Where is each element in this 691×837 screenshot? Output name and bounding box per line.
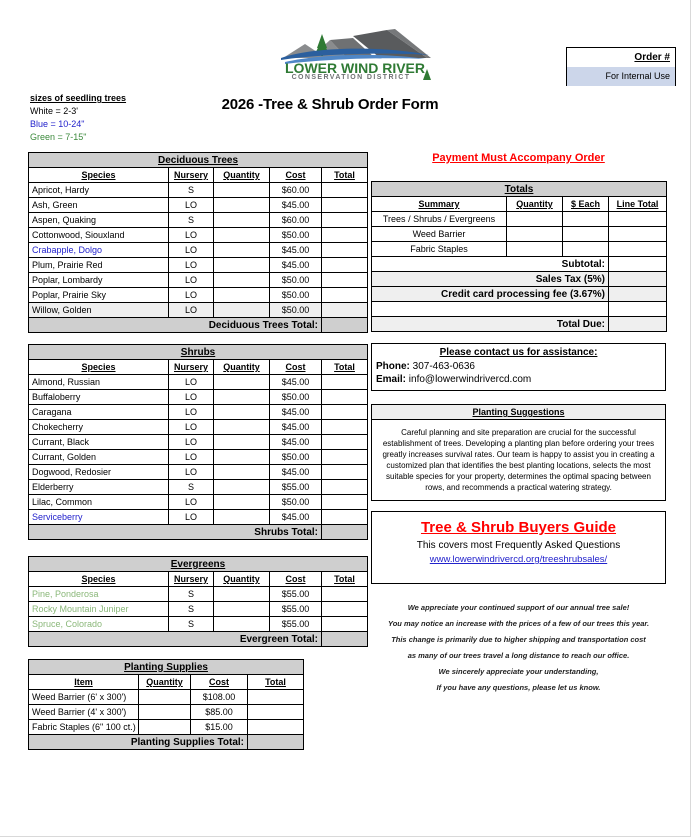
species-cell: Plum, Prairie Red bbox=[29, 258, 169, 273]
closing-message bbox=[371, 600, 666, 696]
table-row[interactable] bbox=[29, 228, 368, 243]
contact-box bbox=[371, 343, 666, 391]
deciduous-col-0: Species bbox=[29, 168, 169, 183]
species-cell: Poplar, Prairie Sky bbox=[29, 288, 169, 303]
total-cell[interactable] bbox=[322, 390, 368, 405]
table-row[interactable] bbox=[29, 465, 368, 480]
legend-green: Green = 7-15" bbox=[30, 132, 87, 142]
species-cell: Chokecherry bbox=[29, 420, 169, 435]
evergreens-body bbox=[29, 557, 368, 647]
quantity-cell[interactable] bbox=[214, 213, 270, 228]
totals-col-1: Quantity bbox=[507, 197, 563, 212]
totals-band-label: Totals bbox=[372, 182, 667, 197]
cost-cell: $45.00 bbox=[270, 405, 322, 420]
totals-col-0: Summary bbox=[372, 197, 507, 212]
total-cell[interactable] bbox=[322, 243, 368, 258]
cost-cell: $60.00 bbox=[270, 213, 322, 228]
table-row[interactable] bbox=[29, 198, 368, 213]
shrubs-header-row bbox=[29, 360, 368, 375]
species-cell: Lilac, Common bbox=[29, 495, 169, 510]
supplies-total-value[interactable] bbox=[248, 735, 304, 750]
table-row[interactable] bbox=[29, 480, 368, 495]
legend-white: White = 2-3' bbox=[30, 106, 78, 116]
supplies-total-label: Planting Supplies Total: bbox=[29, 735, 248, 750]
deciduous-band-label: Deciduous Trees bbox=[29, 153, 368, 168]
total-cell[interactable] bbox=[322, 258, 368, 273]
contact-title: Please contact us for assistance: bbox=[439, 347, 598, 358]
deciduous-total-value[interactable] bbox=[322, 318, 368, 333]
evergreens-header-row bbox=[29, 572, 368, 587]
item-cell: Weed Barrier (4' x 300') bbox=[29, 705, 139, 720]
total-cell[interactable] bbox=[322, 405, 368, 420]
internal-use-note: For Internal Use bbox=[567, 67, 675, 86]
email-value[interactable]: info@lowerwindrivercd.com bbox=[408, 374, 532, 385]
table-row[interactable] bbox=[29, 587, 368, 602]
table-row[interactable] bbox=[29, 705, 304, 720]
summary-label bbox=[372, 302, 609, 317]
supplies-band-label: Planting Supplies bbox=[29, 660, 304, 675]
seedling-size-legend bbox=[30, 92, 126, 144]
item-cell: Fabric Staples (6" 100 ct.) bbox=[29, 720, 139, 735]
supplies-band-row bbox=[29, 660, 304, 675]
shrubs-col-1: Nursery bbox=[169, 360, 214, 375]
contact-phone-line bbox=[376, 360, 661, 373]
planting-suggestions-body: Careful planning and site preparation are crucial for the successful establishment of trees. Developing a planting plan before ordering your trees greatly increases survival rates. Our team is happy to assist you in creating a customized plan that identifies the best planting locations, selects the most suitable species for your property, determines the optimal spacing between rows, and recommends a practical watering strategy. bbox=[382, 428, 655, 492]
quantity-cell[interactable] bbox=[507, 212, 563, 227]
species-cell: Cottonwood, Siouxland bbox=[29, 228, 169, 243]
summary-value[interactable] bbox=[609, 287, 667, 302]
table-row[interactable] bbox=[29, 375, 368, 390]
nursery-cell: LO bbox=[169, 303, 214, 318]
total-cell[interactable] bbox=[322, 273, 368, 288]
table-row[interactable] bbox=[29, 213, 368, 228]
evergreens-total-row bbox=[29, 632, 368, 647]
summary-row bbox=[372, 272, 667, 287]
quantity-cell[interactable] bbox=[214, 495, 270, 510]
shrubs-body bbox=[29, 345, 368, 540]
total-cell[interactable] bbox=[322, 228, 368, 243]
logo-org-subtitle: CONSERVATION DISTRICT bbox=[291, 74, 411, 80]
cost-cell: $55.00 bbox=[270, 587, 322, 602]
cost-cell: $45.00 bbox=[270, 465, 322, 480]
deciduous-header-row bbox=[29, 168, 368, 183]
legend-title: sizes of seedling trees bbox=[30, 93, 127, 103]
species-cell: Poplar, Lombardy bbox=[29, 273, 169, 288]
table-row[interactable] bbox=[29, 510, 368, 525]
totals-band-row bbox=[372, 182, 667, 197]
cost-cell: $50.00 bbox=[270, 450, 322, 465]
table-row[interactable] bbox=[29, 617, 368, 632]
logo-org-name: LOWER WIND RIVER bbox=[285, 60, 425, 76]
evergreens-col-1: Nursery bbox=[169, 572, 214, 587]
evergreens-band-label: Evergreens bbox=[29, 557, 368, 572]
nursery-cell: LO bbox=[169, 273, 214, 288]
totals-header-row bbox=[372, 197, 667, 212]
buyers-guide-box bbox=[371, 511, 666, 584]
table-row[interactable] bbox=[29, 258, 368, 273]
cost-cell: $50.00 bbox=[270, 390, 322, 405]
deciduous-band-row bbox=[29, 153, 368, 168]
table-row[interactable] bbox=[29, 183, 368, 198]
quantity-cell[interactable] bbox=[214, 420, 270, 435]
nursery-cell: LO bbox=[169, 420, 214, 435]
table-row[interactable] bbox=[29, 495, 368, 510]
shrubs-band-row bbox=[29, 345, 368, 360]
species-cell: Apricot, Hardy bbox=[29, 183, 169, 198]
item-cell: Weed Barrier (6' x 300') bbox=[29, 690, 139, 705]
quantity-cell[interactable] bbox=[214, 273, 270, 288]
nursery-cell: S bbox=[169, 617, 214, 632]
quantity-cell[interactable] bbox=[214, 243, 270, 258]
evergreens-col-0: Species bbox=[29, 572, 169, 587]
cost-cell: $50.00 bbox=[270, 228, 322, 243]
nursery-cell: LO bbox=[169, 510, 214, 525]
order-number-label: Order # bbox=[634, 52, 670, 63]
cost-cell: $55.00 bbox=[270, 480, 322, 495]
summary-value[interactable] bbox=[609, 302, 667, 317]
cost-cell: $55.00 bbox=[270, 617, 322, 632]
line-total-cell[interactable] bbox=[609, 227, 667, 242]
payment-notice: Payment Must Accompany Order bbox=[432, 152, 605, 164]
nursery-cell: LO bbox=[169, 243, 214, 258]
supplies-col-0: Item bbox=[29, 675, 139, 690]
evergreens-band-row bbox=[29, 557, 368, 572]
buyers-guide-subtitle: This covers most Frequently Asked Questions bbox=[416, 540, 621, 551]
cost-cell: $45.00 bbox=[270, 510, 322, 525]
planting-suggestions-title: Planting Suggestions bbox=[372, 405, 665, 420]
closing-line-3: This change is primarily due to higher shipping and transportation cost bbox=[391, 635, 646, 644]
total-cell[interactable] bbox=[248, 705, 304, 720]
cost-cell: $45.00 bbox=[270, 198, 322, 213]
nursery-cell: S bbox=[169, 183, 214, 198]
quantity-cell[interactable] bbox=[214, 288, 270, 303]
summary-row bbox=[372, 287, 667, 302]
evergreens-col-4: Total bbox=[322, 572, 368, 587]
table-row[interactable] bbox=[29, 602, 368, 617]
quantity-cell[interactable] bbox=[214, 465, 270, 480]
closing-line-4: as many of our trees travel a long distance to reach our office. bbox=[407, 651, 630, 660]
phone-label: Phone: bbox=[376, 361, 410, 372]
buyers-guide-link[interactable]: www.lowerwindrivercd.org/treeshrubsales/ bbox=[429, 554, 608, 565]
supplies-total-row bbox=[29, 735, 304, 750]
closing-line-6: If you have any questions, please let us know. bbox=[436, 683, 601, 692]
supplies-body bbox=[29, 660, 304, 750]
summary-row bbox=[372, 317, 667, 332]
cost-cell: $45.00 bbox=[270, 258, 322, 273]
summary-label: Total Due: bbox=[372, 317, 609, 332]
table-row[interactable] bbox=[372, 212, 667, 227]
quantity-cell[interactable] bbox=[139, 690, 191, 705]
table-row[interactable] bbox=[372, 227, 667, 242]
deciduous-body bbox=[29, 153, 368, 333]
quantity-cell[interactable] bbox=[214, 303, 270, 318]
cost-cell: $45.00 bbox=[270, 420, 322, 435]
shrubs-table bbox=[28, 344, 368, 540]
deciduous-col-1: Nursery bbox=[169, 168, 214, 183]
summary-label: Credit card processing fee (3.67%) bbox=[372, 287, 609, 302]
table-row[interactable] bbox=[29, 450, 368, 465]
total-cell[interactable] bbox=[322, 587, 368, 602]
cost-cell: $50.00 bbox=[270, 303, 322, 318]
quantity-cell[interactable] bbox=[507, 227, 563, 242]
deciduous-total-label: Deciduous Trees Total: bbox=[29, 318, 322, 333]
nursery-cell: LO bbox=[169, 390, 214, 405]
supplies-col-1: Quantity bbox=[139, 675, 191, 690]
deciduous-col-3: Cost bbox=[270, 168, 322, 183]
quantity-cell[interactable] bbox=[139, 705, 191, 720]
planting-suggestions-box bbox=[371, 404, 666, 501]
summary-label: Subtotal: bbox=[372, 257, 609, 272]
total-cell[interactable] bbox=[322, 480, 368, 495]
quantity-cell[interactable] bbox=[214, 617, 270, 632]
quantity-cell[interactable] bbox=[214, 480, 270, 495]
nursery-cell: LO bbox=[169, 198, 214, 213]
table-row[interactable] bbox=[29, 435, 368, 450]
supplies-header-row bbox=[29, 675, 304, 690]
table-row[interactable] bbox=[29, 720, 304, 735]
quantity-cell[interactable] bbox=[214, 258, 270, 273]
cost-cell: $55.00 bbox=[270, 602, 322, 617]
line-total-cell[interactable] bbox=[609, 212, 667, 227]
total-cell[interactable] bbox=[322, 420, 368, 435]
cost-cell: $85.00 bbox=[191, 705, 248, 720]
total-cell[interactable] bbox=[248, 690, 304, 705]
nursery-cell: S bbox=[169, 213, 214, 228]
summary-cell: Fabric Staples bbox=[372, 242, 507, 257]
species-cell: Crabapple, Dolgo bbox=[29, 243, 169, 258]
each-cell[interactable] bbox=[563, 212, 609, 227]
shrubs-col-0: Species bbox=[29, 360, 169, 375]
total-cell[interactable] bbox=[322, 198, 368, 213]
deciduous-col-2: Quantity bbox=[214, 168, 270, 183]
quantity-cell[interactable] bbox=[214, 510, 270, 525]
nursery-cell: S bbox=[169, 602, 214, 617]
summary-value[interactable] bbox=[609, 257, 667, 272]
nursery-cell: LO bbox=[169, 405, 214, 420]
totals-body bbox=[372, 182, 667, 332]
total-cell[interactable] bbox=[322, 617, 368, 632]
total-cell[interactable] bbox=[322, 183, 368, 198]
quantity-cell[interactable] bbox=[214, 390, 270, 405]
cost-cell: $50.00 bbox=[270, 288, 322, 303]
species-cell: Pine, Ponderosa bbox=[29, 587, 169, 602]
cost-cell: $45.00 bbox=[270, 243, 322, 258]
nursery-cell: LO bbox=[169, 258, 214, 273]
table-row[interactable] bbox=[29, 390, 368, 405]
nursery-cell: LO bbox=[169, 465, 214, 480]
each-cell[interactable] bbox=[563, 227, 609, 242]
species-cell: Rocky Mountain Juniper bbox=[29, 602, 169, 617]
table-row[interactable] bbox=[29, 288, 368, 303]
line-total-cell[interactable] bbox=[609, 242, 667, 257]
cost-cell: $15.00 bbox=[191, 720, 248, 735]
species-cell: Ash, Green bbox=[29, 198, 169, 213]
shrubs-band-label: Shrubs bbox=[29, 345, 368, 360]
organization-logo bbox=[275, 28, 435, 80]
cost-cell: $108.00 bbox=[191, 690, 248, 705]
summary-cell: Weed Barrier bbox=[372, 227, 507, 242]
contact-email-line bbox=[376, 373, 661, 386]
nursery-cell: LO bbox=[169, 495, 214, 510]
quantity-cell[interactable] bbox=[507, 242, 563, 257]
deciduous-trees-table bbox=[28, 152, 368, 333]
shrubs-col-3: Cost bbox=[270, 360, 322, 375]
species-cell: Spruce, Colorado bbox=[29, 617, 169, 632]
quantity-cell[interactable] bbox=[214, 602, 270, 617]
summary-label: Sales Tax (5%) bbox=[372, 272, 609, 287]
quantity-cell[interactable] bbox=[139, 720, 191, 735]
totals-col-3: Line Total bbox=[609, 197, 667, 212]
table-row[interactable] bbox=[372, 242, 667, 257]
closing-line-2: You may notice an increase with the prices of a few of our trees this year. bbox=[387, 619, 650, 628]
cost-cell: $50.00 bbox=[270, 273, 322, 288]
each-cell[interactable] bbox=[563, 242, 609, 257]
supplies-col-3: Total bbox=[248, 675, 304, 690]
totals-table bbox=[371, 181, 667, 332]
evergreens-col-2: Quantity bbox=[214, 572, 270, 587]
total-cell[interactable] bbox=[322, 465, 368, 480]
total-cell[interactable] bbox=[248, 720, 304, 735]
summary-row bbox=[372, 257, 667, 272]
quantity-cell[interactable] bbox=[214, 587, 270, 602]
nursery-cell: S bbox=[169, 480, 214, 495]
total-cell[interactable] bbox=[322, 303, 368, 318]
closing-line-1: We appreciate your continued support of our annual tree sale! bbox=[407, 603, 630, 612]
evergreens-total-label: Evergreen Total: bbox=[29, 632, 322, 647]
closing-line-5: We sincerely appreciate your understanding, bbox=[438, 667, 599, 676]
shrubs-total-row bbox=[29, 525, 368, 540]
summary-row bbox=[372, 302, 667, 317]
table-row[interactable] bbox=[29, 420, 368, 435]
summary-value[interactable] bbox=[609, 272, 667, 287]
cost-cell: $60.00 bbox=[270, 183, 322, 198]
shrubs-col-2: Quantity bbox=[214, 360, 270, 375]
table-row[interactable] bbox=[29, 690, 304, 705]
species-cell: Dogwood, Redosier bbox=[29, 465, 169, 480]
order-number-box[interactable] bbox=[566, 47, 676, 86]
evergreens-col-3: Cost bbox=[270, 572, 322, 587]
planting-supplies-table bbox=[28, 659, 304, 750]
deciduous-total-row bbox=[29, 318, 368, 333]
species-cell: Elderberry bbox=[29, 480, 169, 495]
total-cell[interactable] bbox=[322, 602, 368, 617]
quantity-cell[interactable] bbox=[214, 228, 270, 243]
table-row[interactable] bbox=[29, 405, 368, 420]
nursery-cell: LO bbox=[169, 375, 214, 390]
evergreens-table bbox=[28, 556, 368, 647]
total-cell[interactable] bbox=[322, 213, 368, 228]
nursery-cell: LO bbox=[169, 228, 214, 243]
shrubs-col-4: Total bbox=[322, 360, 368, 375]
summary-value[interactable] bbox=[609, 317, 667, 332]
species-cell: Currant, Black bbox=[29, 435, 169, 450]
nursery-cell: LO bbox=[169, 435, 214, 450]
cost-cell: $45.00 bbox=[270, 435, 322, 450]
evergreens-total-value[interactable] bbox=[322, 632, 368, 647]
total-cell[interactable] bbox=[322, 288, 368, 303]
total-cell[interactable] bbox=[322, 375, 368, 390]
nursery-cell: LO bbox=[169, 288, 214, 303]
species-cell: Currant, Golden bbox=[29, 450, 169, 465]
table-row[interactable] bbox=[29, 273, 368, 288]
quantity-cell[interactable] bbox=[214, 198, 270, 213]
page-title: 2026 -Tree & Shrub Order Form bbox=[221, 96, 439, 113]
cost-cell: $50.00 bbox=[270, 495, 322, 510]
shrubs-total-label: Shrubs Total: bbox=[29, 525, 322, 540]
summary-cell: Trees / Shrubs / Evergreens bbox=[372, 212, 507, 227]
deciduous-col-4: Total bbox=[322, 168, 368, 183]
supplies-col-2: Cost bbox=[191, 675, 248, 690]
species-cell: Serviceberry bbox=[29, 510, 169, 525]
quantity-cell[interactable] bbox=[214, 435, 270, 450]
buyers-guide-title: Tree & Shrub Buyers Guide bbox=[420, 519, 617, 536]
shrubs-total-value[interactable] bbox=[322, 525, 368, 540]
quantity-cell[interactable] bbox=[214, 405, 270, 420]
nursery-cell: S bbox=[169, 587, 214, 602]
table-row[interactable] bbox=[29, 303, 368, 318]
phone-value: 307-463-0636 bbox=[412, 361, 475, 372]
species-cell: Buffaloberry bbox=[29, 390, 169, 405]
logo-graphic bbox=[275, 28, 435, 80]
legend-blue: Blue = 10-24" bbox=[30, 119, 85, 129]
total-cell[interactable] bbox=[322, 450, 368, 465]
total-cell[interactable] bbox=[322, 510, 368, 525]
species-cell: Almond, Russian bbox=[29, 375, 169, 390]
species-cell: Willow, Golden bbox=[29, 303, 169, 318]
cost-cell: $45.00 bbox=[270, 375, 322, 390]
quantity-cell[interactable] bbox=[214, 183, 270, 198]
species-cell: Aspen, Quaking bbox=[29, 213, 169, 228]
total-cell[interactable] bbox=[322, 435, 368, 450]
totals-col-2: $ Each bbox=[563, 197, 609, 212]
nursery-cell: LO bbox=[169, 450, 214, 465]
total-cell[interactable] bbox=[322, 495, 368, 510]
quantity-cell[interactable] bbox=[214, 375, 270, 390]
email-label: Email: bbox=[376, 374, 407, 385]
quantity-cell[interactable] bbox=[214, 450, 270, 465]
table-row[interactable] bbox=[29, 243, 368, 258]
species-cell: Caragana bbox=[29, 405, 169, 420]
